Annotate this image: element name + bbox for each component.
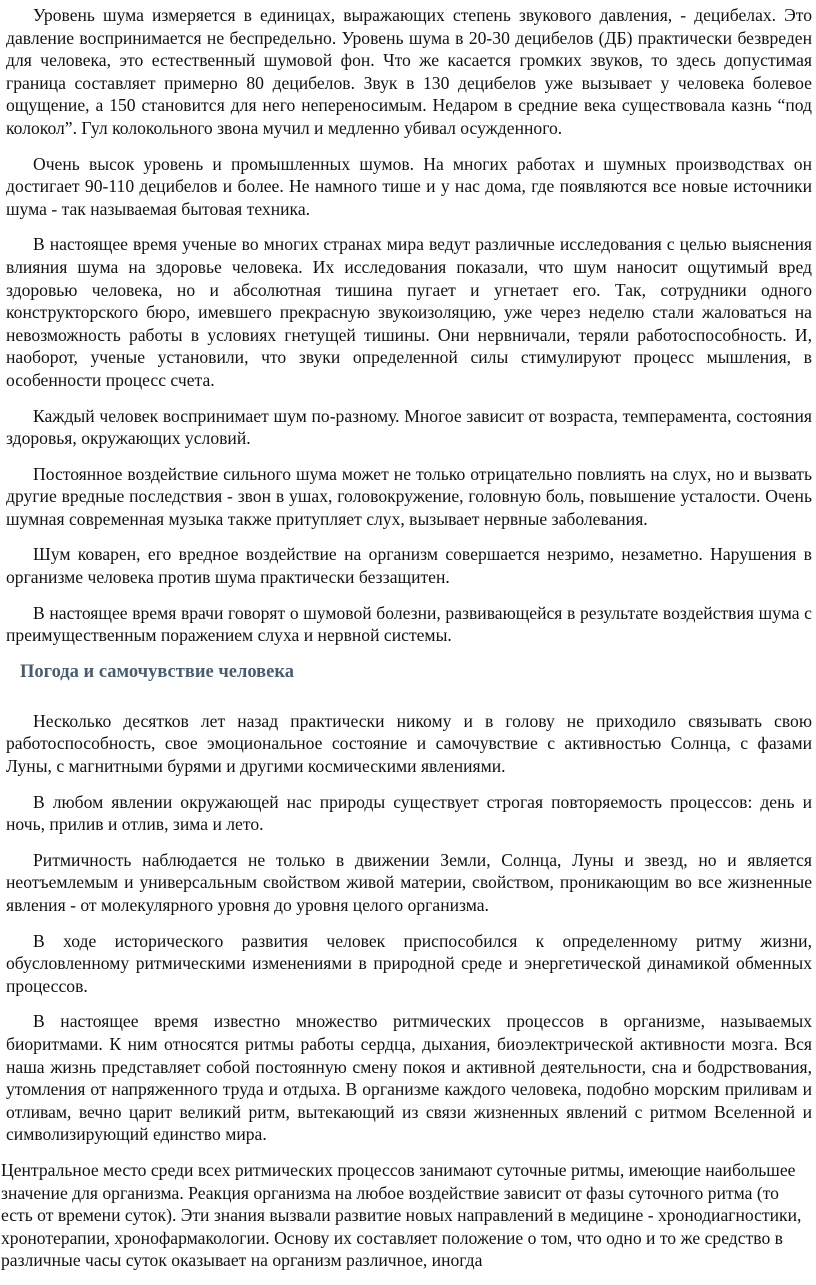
paragraph-circadian: Центральное место среди всех ритмических процессов занимают суточные ритмы, имеющие наибольшее значение для организма. Реакция организма на любое воздействие зависит от фазы суточного ритма (то есть от времени суток). Эти знания вызвали развитие новых направлений в медицине - хронодиагностики, хронотерапии, хронофармакологии. Основу их составляет положение о том, что одно и то же средство в различные часы суток оказывает на организм различное, иногда xyxy=(1,1159,802,1271)
paragraph-industrial-noise: Очень высок уровень и промышленных шумов. На многих работах и шумных производствах он достигает 90-110 децибелов и более. Не намного тише и у нас дома, где появляются все новые источники шума - так называемая бытовая техника. xyxy=(6,153,812,219)
paragraph-noise-research: В настоящее время ученые во многих странах мира ведут различные исследования с целью выяснения влияния шума на здоровье человека. Их исследования показали, что шум наносит ощутимый вред здоровью человека, но и абсолютная тишина пугает и угнетает его. Так, сотрудники одного конструкторского бюро, имевшего прекрасную звукоизоляцию, уже через неделю стали жаловаться на невозможность работы в условиях гнетущей тишины. Они нервничали, теряли работоспособность. И, наоборот, ученые установили, что звуки определенной силы стимулируют процесс мышления, в особенности процесс счета. xyxy=(6,234,812,390)
paragraph-noise-level: Уровень шума измеряется в единицах, выражающих степень звукового давления, - децибелах. Это давление воспринимается не беспредельно. Уровень шума в 20-30 децибелов (ДБ) практически безвреден для человека, это естественный шумовой фон. Что же касается громких звуков, то здесь допустимая граница составляет примерно 80 децибелов. Звук в 130 децибелов уже вызывает у человека болевое ощущение, а 150 становится для него непереносимым. Недаром в средние века существовала казнь “под колокол”. Гул колокольного звона мучил и медленно убивал осужденного. xyxy=(6,5,812,138)
paragraph-noise-perception: Каждый человек воспринимает шум по-разному. Многое зависит от возраста, темперамента, состояния здоровья, окружающих условий. xyxy=(6,405,812,449)
section-heading: Погода и самочувствие человека xyxy=(20,661,294,682)
paragraph-noise-effects: Постоянное воздействие сильного шума может не только отрицательно повлиять на слух, но и вызвать другие вредные последствия - звон в ушах, головокружение, головную боль, повышение усталости. Очень шумная современная музыка также притупляет слух, вызывает нервные заболевания. xyxy=(6,463,812,529)
paragraph-rhythmicity: Ритмичность наблюдается не только в движении Земли, Солнца, Луны и звезд, но и является неотъемлемым и универсальным свойством живой материи, свойством, проникающим во все жизненные явления - от молекулярного уровня до уровня целого организма. xyxy=(6,849,812,915)
document-body xyxy=(1,4,812,1285)
paragraph-noise-insidious: Шум коварен, его вредное воздействие на организм совершается незримо, незаметно. Нарушения в организме человека против шума практически беззащитен. xyxy=(6,544,812,588)
paragraph-adaptation: В ходе исторического развития человек приспособился к определенному ритму жизни, обусловленному ритмическими изменениями в природной среде и энергетической динамикой обменных процессов. xyxy=(6,930,812,996)
paragraph-cosmic-phenomena: Несколько десятков лет назад практически никому и в голову не приходило связывать свою работоспособность, свое эмоциональное состояние и самочувствие с активностью Солнца, с фазами Луны, с магнитными бурями и другими космическими явлениями. xyxy=(6,710,812,777)
paragraph-noise-disease: В настоящее время врачи говорят о шумовой болезни, развивающейся в результате воздействия шума с преимущественным поражением слуха и нервной системы. xyxy=(6,602,812,646)
paragraph-biorhythms: В настоящее время известно множество ритмических процессов в организме, называемых биоритмами. К ним относятся ритмы работы сердца, дыхания, биоэлектрической активности мозга. Вся наша жизнь представляет собой постоянную смену покоя и активной деятельности, сна и бодрствования, утомления от напряженного труда и отдыха. В организме каждого человека, подобно морским приливам и отливам, вечно царит великий ритм, вытекающий из связи жизненных явлений с ритмом Вселенной и символизирующий единство мира. xyxy=(6,1011,812,1145)
paragraph-repetition: В любом явлении окружающей нас природы существует строгая повторяемость процессов: день и ночь, прилив и отлив, зима и лето. xyxy=(6,791,812,835)
